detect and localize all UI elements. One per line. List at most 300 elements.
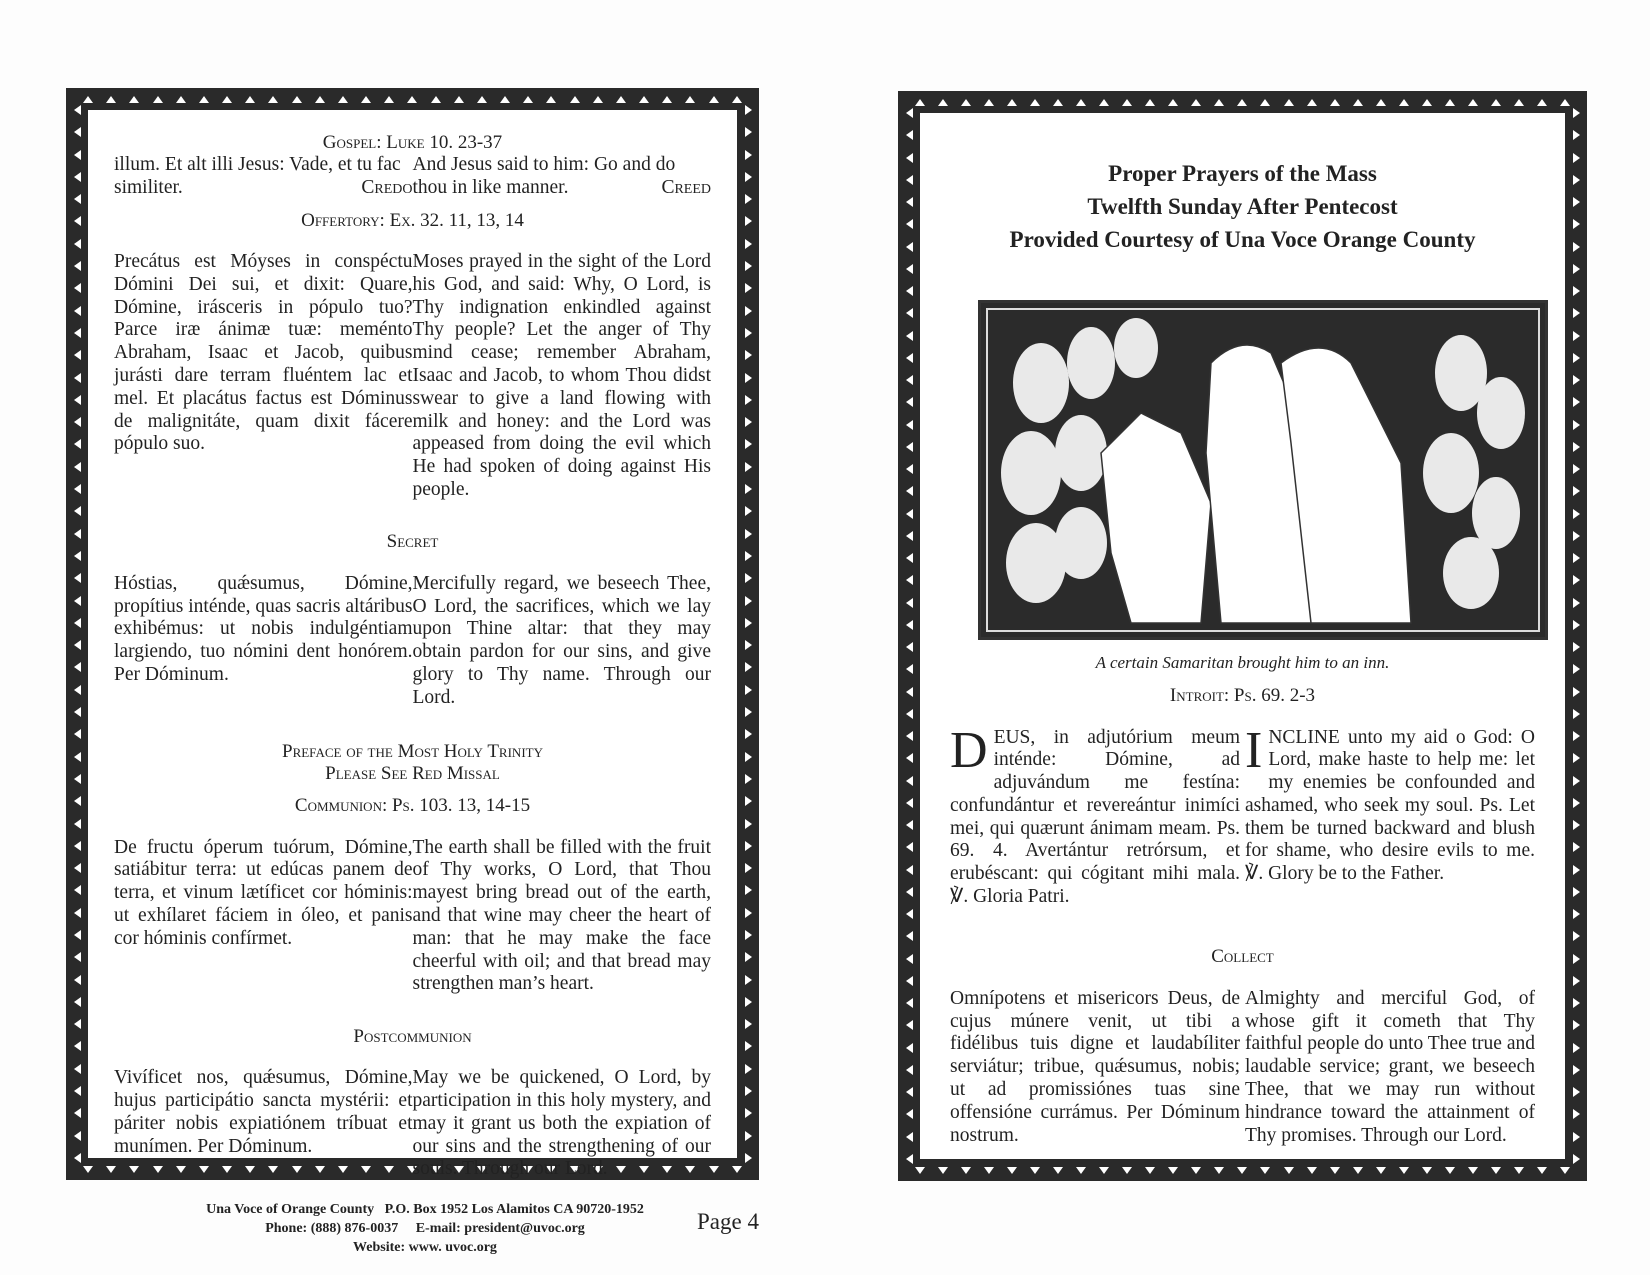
border-ornament-icon	[745, 863, 752, 873]
border-ornament-icon	[74, 997, 81, 1007]
border-ornament-icon	[745, 216, 752, 226]
border-ornament-icon	[745, 640, 752, 650]
border-ornament-icon	[74, 685, 81, 695]
border-ornament-icon	[74, 261, 81, 271]
border-ornament-icon	[1445, 99, 1455, 106]
border-ornament-icon	[745, 127, 752, 137]
border-ornament-icon	[523, 96, 533, 103]
border-ornament-icon	[1560, 99, 1570, 106]
border-ornament-icon	[1468, 1167, 1478, 1174]
border-ornament-icon	[74, 484, 81, 494]
border-ornament-icon	[546, 96, 556, 103]
border-ornament-icon	[1573, 776, 1580, 786]
border-ornament-icon	[74, 975, 81, 985]
border-ornament-icon	[906, 731, 913, 741]
border-ornament-icon	[906, 531, 913, 541]
border-ornament-icon	[74, 417, 81, 427]
border-ornament-icon	[1573, 353, 1580, 363]
offertory-english: Moses prayed in the sight of the Lord his God, and said: Why, O Lord, is Thy indignation enkindled against Thy people? Let the anger of Thy mind cease; remember Abraham, Isaac and Jacob, to whom Thou didst swear to give a land flowing with milk and honey: and the Lord was appeased from doing the evil which He had spoken of doing against His people.	[412, 251, 711, 501]
introit-english-text: NCLINE unto my aid o God: O Lord, make haste to help me: let my enemies be confounded and ashamed, who seek my soul. Ps. Let them be turned backward and blush for shame, who desire evils to me. ℣. Glory be to the Father.	[1245, 726, 1535, 885]
border-ornament-icon	[74, 306, 81, 316]
border-ornament-icon	[1376, 1167, 1386, 1174]
border-ornament-icon	[74, 774, 81, 784]
border-ornament-icon	[745, 439, 752, 449]
communion-title: Communion: Ps. 103. 13, 14-15	[294, 795, 531, 817]
border-ornament-icon	[906, 308, 913, 318]
border-ornament-icon	[616, 96, 626, 103]
gospel-english	[413, 154, 712, 200]
border-ornament-icon	[1573, 1154, 1580, 1164]
introit-section	[944, 707, 1541, 928]
communion-latin: De fructu óperum tuórum, Dómine, satiábitur terra: ut edúcas panem de terra, et vinum lætíficet cor hóminis: ut exhílaret fáciem in óleo, et panis cor hóminis confírmet.	[114, 836, 413, 949]
postcommunion-section	[114, 1048, 711, 1201]
border-ornament-icon	[906, 865, 913, 875]
border-ornament-icon	[906, 1109, 913, 1119]
border-ornament-icon	[1053, 1167, 1063, 1174]
border-ornament-icon	[1468, 99, 1478, 106]
border-ornament-icon	[662, 96, 672, 103]
border-ornament-icon	[745, 462, 752, 472]
header-title: Proper Prayers of the Mass	[1108, 161, 1377, 186]
border-ornament-icon	[1573, 1132, 1580, 1142]
border-ornament-icon	[745, 685, 752, 695]
border-ornament-icon	[984, 99, 994, 106]
border-ornament-icon	[1573, 420, 1580, 430]
border-ornament-icon	[745, 417, 752, 427]
border-ornament-icon	[745, 752, 752, 762]
border-ornament-icon	[745, 952, 752, 962]
border-ornament-icon	[1573, 153, 1580, 163]
credo-label: Credo	[361, 176, 413, 198]
border-ornament-icon	[1573, 1065, 1580, 1075]
border-ornament-icon	[745, 328, 752, 338]
border-ornament-icon	[1573, 531, 1580, 541]
border-ornament-icon	[74, 819, 81, 829]
offertory-title: Offertory: Ex. 32. 11, 13, 14	[301, 209, 524, 231]
border-ornament-icon	[1573, 130, 1580, 140]
border-ornament-icon	[74, 908, 81, 918]
border-ornament-icon	[745, 819, 752, 829]
border-ornament-icon	[74, 529, 81, 539]
border-ornament-icon	[906, 1154, 913, 1164]
border-ornament-icon	[745, 707, 752, 717]
border-ornament-icon	[685, 96, 695, 103]
border-ornament-icon	[1573, 242, 1580, 252]
border-ornament-icon	[745, 551, 752, 561]
border-ornament-icon	[732, 96, 742, 103]
border-ornament-icon	[906, 197, 913, 207]
border-ornament-icon	[745, 1131, 752, 1141]
border-ornament-icon	[74, 350, 81, 360]
border-ornament-icon	[906, 931, 913, 941]
gospel-title: Gospel: Luke 10. 23-37	[322, 132, 503, 153]
border-ornament-icon	[74, 373, 81, 383]
border-ornament-icon	[74, 618, 81, 628]
border-ornament-icon	[245, 96, 255, 103]
border-ornament-icon	[431, 96, 441, 103]
secret-title: Secret	[386, 531, 439, 553]
introit-title: Introit: Ps. 69. 2-3	[1169, 685, 1316, 706]
border-ornament-icon	[1537, 99, 1547, 106]
border-ornament-icon	[1353, 1167, 1363, 1174]
collect-latin: Omnípotens et misericors Deus, de cujus múnere venit, ut tibi a fidélibus tuis digne et laudabíliter serviátur; tribue, quǽsumus, nobis; ut ad promissiónes tuas sine offensióne currámus. Per Dóminum nostrum.	[950, 987, 1240, 1146]
border-ornament-icon	[1573, 598, 1580, 608]
border-ornament-icon	[1191, 99, 1201, 106]
border-ornament-icon	[906, 1065, 913, 1075]
border-ornament-icon	[915, 1167, 925, 1174]
border-ornament-icon	[1573, 620, 1580, 630]
border-ornament-icon	[1573, 687, 1580, 697]
border-ornament-icon	[1491, 99, 1501, 106]
border-ornament-icon	[1573, 842, 1580, 852]
postcommunion-latin: Vivíficet nos, quǽsumus, Dómine, hujus participátio sancta mystérii: et páriter nobis expiatiónem tríbuat et munímen. Per Dóminum.	[114, 1067, 413, 1157]
border-ornament-icon	[938, 1167, 948, 1174]
page-number: Page 4	[697, 1209, 759, 1234]
border-ornament-icon	[1514, 1167, 1524, 1174]
dropcap-d: D	[950, 721, 988, 779]
border-ornament-icon	[745, 350, 752, 360]
border-ornament-icon	[906, 998, 913, 1008]
border-ornament-icon	[1573, 1087, 1580, 1097]
border-ornament-icon	[1573, 998, 1580, 1008]
border-ornament-icon	[745, 395, 752, 405]
border-ornament-icon	[74, 1131, 81, 1141]
border-ornament-icon	[915, 99, 925, 106]
border-ornament-icon	[74, 662, 81, 672]
border-ornament-icon	[906, 130, 913, 140]
border-ornament-icon	[906, 664, 913, 674]
border-ornament-icon	[1122, 99, 1132, 106]
border-ornament-icon	[1573, 219, 1580, 229]
border-ornament-icon	[732, 1166, 742, 1173]
border-ornament-icon	[1573, 509, 1580, 519]
border-ornament-icon	[906, 175, 913, 185]
border-ornament-icon	[745, 484, 752, 494]
border-ornament-icon	[1573, 731, 1580, 741]
left-page-body	[86, 108, 739, 1180]
border-ornament-icon	[74, 707, 81, 717]
border-ornament-icon	[74, 952, 81, 962]
border-ornament-icon	[906, 753, 913, 763]
border-ornament-icon	[74, 1086, 81, 1096]
border-ornament-icon	[106, 96, 116, 103]
border-ornament-icon	[639, 96, 649, 103]
border-ornament-icon	[1573, 931, 1580, 941]
border-ornament-icon	[745, 506, 752, 516]
border-ornament-icon	[1573, 397, 1580, 407]
border-ornament-icon	[1445, 1167, 1455, 1174]
border-ornament-icon	[1573, 442, 1580, 452]
border-ornament-icon	[984, 1167, 994, 1174]
border-ornament-icon	[906, 464, 913, 474]
border-ornament-icon	[1573, 709, 1580, 719]
border-ornament-icon	[1145, 1167, 1155, 1174]
gospel-latin-text: illum. Et alt illi Jesus: Vade, et tu fac similiter.	[114, 154, 401, 198]
illustration-art	[981, 303, 1545, 637]
border-ornament-icon	[745, 239, 752, 249]
border-ornament-icon	[906, 353, 913, 363]
border-ornament-icon	[74, 640, 81, 650]
offertory-latin: Precátus est Móyses in conspéctu Dómini Dei sui, et dixit: Quare, Dómine, irásceris in pópulo tuo? Parce iræ ánimæ tuæ: meménto Abraham, Isaac et Jacob, quibus jurásti dare terram fluéntem lac et mel. Et placátus factus est Dóminus de malignitáte, quam dixit fácere pópulo suo.	[114, 251, 413, 455]
border-ornament-icon	[500, 96, 510, 103]
left-page-frame	[66, 88, 759, 1180]
communion-section	[114, 817, 711, 1016]
border-ornament-icon	[74, 1041, 81, 1051]
border-ornament-icon	[745, 105, 752, 115]
border-ornament-icon	[74, 395, 81, 405]
border-ornament-icon	[1376, 99, 1386, 106]
right-page-frame	[898, 91, 1587, 1181]
border-ornament-icon	[1007, 99, 1017, 106]
border-ornament-icon	[745, 529, 752, 539]
border-ornament-icon	[745, 662, 752, 672]
border-right	[741, 105, 755, 1163]
border-ornament-icon	[1330, 99, 1340, 106]
border-ornament-icon	[906, 798, 913, 808]
border-ornament-icon	[1491, 1167, 1501, 1174]
border-ornament-icon	[1307, 1167, 1317, 1174]
border-ornament-icon	[1030, 1167, 1040, 1174]
border-ornament-icon	[477, 96, 487, 103]
border-ornament-icon	[906, 976, 913, 986]
border-ornament-icon	[745, 1153, 752, 1163]
border-ornament-icon	[1573, 375, 1580, 385]
border-ornament-icon	[1573, 1043, 1580, 1053]
border-ornament-icon	[906, 442, 913, 452]
border-ornament-icon	[1260, 99, 1270, 106]
border-ornament-icon	[745, 596, 752, 606]
border-ornament-icon	[338, 96, 348, 103]
illustration-caption: A certain Samaritan brought him to an inn.	[1095, 653, 1390, 672]
border-top	[915, 95, 1570, 109]
border-ornament-icon	[1053, 99, 1063, 106]
border-ornament-icon	[1573, 976, 1580, 986]
border-ornament-icon	[83, 1166, 93, 1173]
border-ornament-icon	[906, 264, 913, 274]
collect-english: Almighty and merciful God, of whose gift it cometh that Thy faithful people do unto Thee true and laudable service; grant, we beseech Thee, that we may run without hindrance toward the attainment of Thy promises. Through our Lord.	[1245, 987, 1535, 1146]
introit-latin	[950, 721, 1240, 909]
border-ornament-icon	[745, 373, 752, 383]
footer-website[interactable]: Website: www. uvoc.org	[353, 1240, 497, 1255]
border-ornament-icon	[315, 96, 325, 103]
border-ornament-icon	[1237, 99, 1247, 106]
border-ornament-icon	[745, 1019, 752, 1029]
border-ornament-icon	[961, 1167, 971, 1174]
border-ornament-icon	[745, 1086, 752, 1096]
border-ornament-icon	[745, 1064, 752, 1074]
border-ornament-icon	[1007, 1167, 1017, 1174]
border-ornament-icon	[745, 997, 752, 1007]
border-ornament-icon	[199, 96, 209, 103]
border-ornament-icon	[906, 153, 913, 163]
border-ornament-icon	[906, 598, 913, 608]
border-ornament-icon	[906, 687, 913, 697]
header-credit: Provided Courtesy of Una Voce Orange County	[1009, 227, 1476, 252]
border-ornament-icon	[74, 439, 81, 449]
good-samaritan-illustration	[978, 300, 1548, 640]
border-ornament-icon	[1573, 954, 1580, 964]
border-ornament-icon	[593, 96, 603, 103]
border-ornament-icon	[361, 96, 371, 103]
secret-section	[114, 553, 711, 729]
border-ornament-icon	[1168, 99, 1178, 106]
border-ornament-icon	[1573, 575, 1580, 585]
preface-note: Please See Red Missal	[325, 763, 500, 785]
border-ornament-icon	[745, 796, 752, 806]
postcommunion-title: Postcommunion	[353, 1025, 472, 1047]
border-ornament-icon	[1237, 1167, 1247, 1174]
preface-title: Preface of the Most Holy Trinity	[282, 741, 543, 763]
right-page-body	[918, 111, 1567, 1161]
border-ornament-icon	[1076, 99, 1086, 106]
border-ornament-icon	[745, 908, 752, 918]
footer-address: Una Voce of Orange County P.O. Box 1952 Los Alamitos CA 90720-1952	[206, 1202, 644, 1217]
introit-english	[1245, 721, 1535, 909]
border-right	[1569, 108, 1583, 1164]
border-ornament-icon	[745, 841, 752, 851]
border-ornament-icon	[906, 375, 913, 385]
border-ornament-icon	[74, 1153, 81, 1163]
border-ornament-icon	[745, 194, 752, 204]
border-ornament-icon	[1573, 820, 1580, 830]
postcommunion-english: May we be quickened, O Lord, by participation in this holy mystery, and may it grant us both the expiation of our sins and the strengthening of our souls. Through our Lord.	[412, 1067, 711, 1180]
border-ornament-icon	[906, 1132, 913, 1142]
border-ornament-icon	[1307, 99, 1317, 106]
border-ornament-icon	[745, 573, 752, 583]
border-ornament-icon	[1573, 887, 1580, 897]
border-ornament-icon	[176, 96, 186, 103]
border-ornament-icon	[1560, 1167, 1570, 1174]
dropcap-i: I	[1245, 721, 1263, 779]
border-ornament-icon	[906, 709, 913, 719]
border-ornament-icon	[906, 219, 913, 229]
border-ornament-icon	[1214, 1167, 1224, 1174]
border-ornament-icon	[745, 618, 752, 628]
border-ornament-icon	[745, 885, 752, 895]
border-ornament-icon	[1573, 664, 1580, 674]
border-ornament-icon	[74, 1019, 81, 1029]
gospel-english-text: And Jesus said to him: Go and do thou in like manner.	[412, 154, 676, 198]
border-ornament-icon	[1145, 99, 1155, 106]
border-ornament-icon	[709, 96, 719, 103]
border-ornament-icon	[906, 642, 913, 652]
border-ornament-icon	[906, 954, 913, 964]
border-ornament-icon	[1573, 553, 1580, 563]
border-ornament-icon	[74, 930, 81, 940]
footer-contact	[130, 1200, 720, 1257]
border-ornament-icon	[1284, 1167, 1294, 1174]
border-ornament-icon	[129, 96, 139, 103]
border-ornament-icon	[906, 1043, 913, 1053]
border-left	[70, 105, 84, 1163]
border-ornament-icon	[906, 553, 913, 563]
border-ornament-icon	[1353, 99, 1363, 106]
border-ornament-icon	[1099, 99, 1109, 106]
border-ornament-icon	[1573, 753, 1580, 763]
border-ornament-icon	[906, 286, 913, 296]
creed-label: Creed	[661, 176, 711, 198]
border-ornament-icon	[1573, 175, 1580, 185]
border-ornament-icon	[1573, 1020, 1580, 1030]
border-ornament-icon	[745, 930, 752, 940]
border-ornament-icon	[1573, 486, 1580, 496]
border-ornament-icon	[153, 96, 163, 103]
border-ornament-icon	[83, 96, 93, 103]
border-ornament-icon	[570, 96, 580, 103]
border-ornament-icon	[906, 887, 913, 897]
border-ornament-icon	[906, 242, 913, 252]
border-ornament-icon	[1573, 197, 1580, 207]
border-ornament-icon	[1099, 1167, 1109, 1174]
border-ornament-icon	[906, 509, 913, 519]
border-ornament-icon	[1573, 464, 1580, 474]
border-ornament-icon	[74, 506, 81, 516]
border-ornament-icon	[745, 1041, 752, 1051]
border-ornament-icon	[1076, 1167, 1086, 1174]
border-ornament-icon	[745, 172, 752, 182]
border-ornament-icon	[1573, 642, 1580, 652]
border-ornament-icon	[74, 1064, 81, 1074]
border-ornament-icon	[906, 331, 913, 341]
border-ornament-icon	[74, 127, 81, 137]
border-ornament-icon	[1422, 1167, 1432, 1174]
border-top	[83, 92, 742, 106]
border-ornament-icon	[1573, 1109, 1580, 1119]
border-ornament-icon	[745, 774, 752, 784]
border-ornament-icon	[74, 596, 81, 606]
border-ornament-icon	[906, 397, 913, 407]
border-ornament-icon	[1399, 1167, 1409, 1174]
border-ornament-icon	[745, 150, 752, 160]
border-ornament-icon	[1260, 1167, 1270, 1174]
introit-block	[944, 685, 1541, 1167]
border-ornament-icon	[1168, 1167, 1178, 1174]
border-ornament-icon	[1573, 308, 1580, 318]
border-ornament-icon	[74, 328, 81, 338]
border-ornament-icon	[1422, 99, 1432, 106]
border-ornament-icon	[454, 96, 464, 103]
border-ornament-icon	[1330, 1167, 1340, 1174]
border-ornament-icon	[292, 96, 302, 103]
border-ornament-icon	[74, 105, 81, 115]
border-ornament-icon	[384, 96, 394, 103]
border-ornament-icon	[1214, 99, 1224, 106]
border-ornament-icon	[1399, 99, 1409, 106]
border-ornament-icon	[74, 729, 81, 739]
border-ornament-icon	[1573, 909, 1580, 919]
border-ornament-icon	[1573, 798, 1580, 808]
offertory-section	[114, 232, 711, 522]
border-ornament-icon	[74, 462, 81, 472]
border-ornament-icon	[1537, 1167, 1547, 1174]
communion-english: The earth shall be filled with the fruit of Thy works, O Lord, that Thou mayest bring bread out of the earth, and that wine may cheer the heart of man: that he may make the face cheerful with oil; and that bread may strengthen man’s heart.	[412, 836, 711, 995]
border-ornament-icon	[1573, 108, 1580, 118]
border-ornament-icon	[1573, 264, 1580, 274]
footer-phone-email: Phone: (888) 876-0037 E-mail: president@uvoc.org	[265, 1221, 585, 1236]
header-subtitle: Twelfth Sunday After Pentecost	[1087, 194, 1398, 219]
border-ornament-icon	[906, 1020, 913, 1030]
border-ornament-icon	[1514, 99, 1524, 106]
border-ornament-icon	[74, 863, 81, 873]
secret-english: Mercifully regard, we beseech Thee, O Lord, the sacrifices, which we lay upon Thine altar: that they may obtain pardon for our sins, and give glory to Thy name. Through our Lord.	[412, 572, 711, 708]
border-ornament-icon	[745, 729, 752, 739]
border-ornament-icon	[74, 885, 81, 895]
border-ornament-icon	[74, 239, 81, 249]
border-ornament-icon	[906, 1087, 913, 1097]
border-ornament-icon	[961, 99, 971, 106]
border-ornament-icon	[74, 283, 81, 293]
border-ornament-icon	[74, 1108, 81, 1118]
